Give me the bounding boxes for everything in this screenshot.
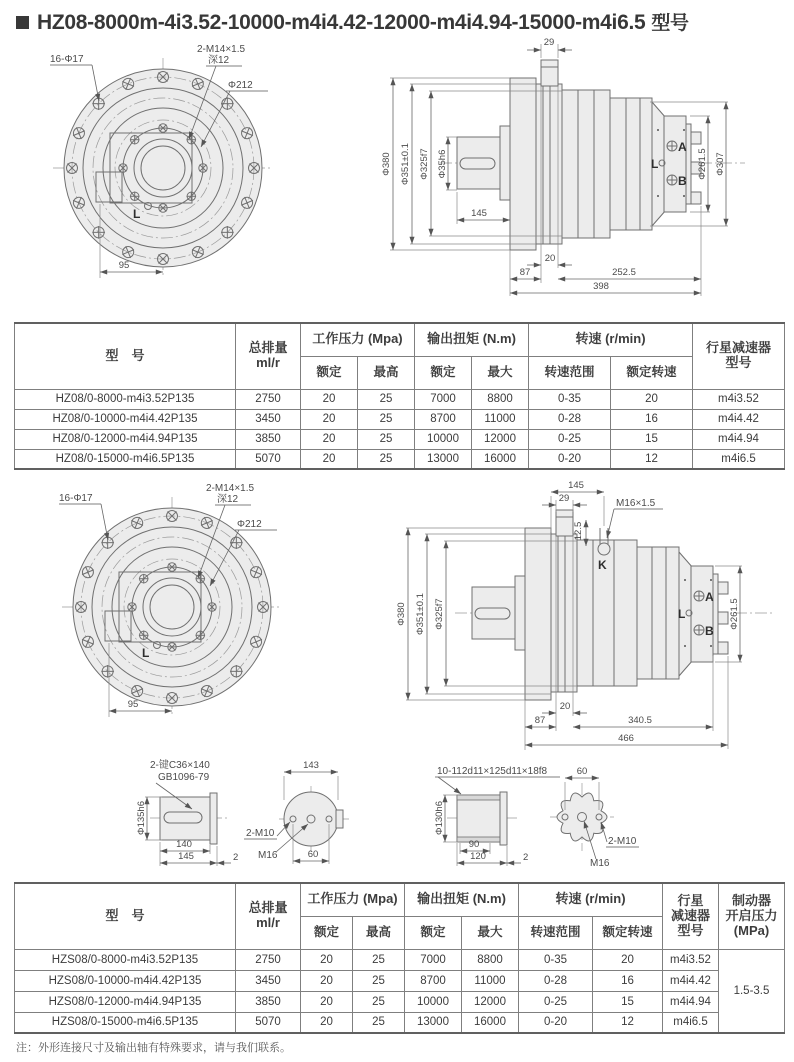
key-standard-label: GB1096-79 [158,772,210,783]
speed-rated-cell: 12 [593,1012,663,1033]
model-cell: HZS08/0-8000-m4i3.52P135 [15,949,236,970]
port-a-label: A [678,140,687,154]
model-cell: HZS08/0-12000-m4i4.94P135 [15,991,236,1012]
port-l-label: L [651,157,659,171]
pressure-max-cell: 25 [353,1012,405,1033]
speed-range-cell: 0-35 [519,949,593,970]
col-header-model: 型 号 [15,323,236,389]
dim-dia325: Φ325f7 [419,148,430,180]
pressure-max-cell: 25 [353,991,405,1012]
dim-466: 466 [618,733,634,744]
torque-rated-cell: 13000 [405,1012,462,1033]
table-row [15,409,785,429]
brake-pressure-cell: 1.5-3.5 [719,949,785,1033]
dim-dia130: Φ130h6 [434,801,445,835]
pressure-max-cell: 25 [358,449,415,469]
subheader-torque-rated: 额定 [415,356,472,389]
speed-rated-cell: 20 [593,949,663,970]
torque-max-cell: 11000 [462,970,519,991]
table-row [15,429,785,449]
dim-29: 29 [543,37,555,48]
thread-label: 2-M14×1.5 [206,483,255,494]
dim-dia307: Φ307 [715,152,726,176]
side-view-2 [396,480,772,750]
displacement-cell: 2750 [236,389,301,409]
speed-range-cell: 0-28 [519,970,593,991]
dim-29: 29 [558,493,570,504]
splined-shaft-end-view [550,766,639,869]
thread-depth-label: 深12 [217,494,239,505]
dim-340: 340.5 [628,715,652,726]
torque-max-cell: 12000 [472,429,529,449]
front-view-1 [50,44,273,278]
table-row [15,1012,785,1033]
col-header-torque: 输出扭矩 (N.m) [415,323,529,356]
key-spec-label: 2-键C36×140 [150,760,210,771]
subheader-torque-max: 最大 [462,916,519,949]
diameter-label: Φ212 [228,80,253,91]
dim-dia380: Φ380 [381,152,392,176]
speed-range-cell: 0-35 [529,389,611,409]
torque-max-cell: 11000 [472,409,529,429]
pressure-rated-cell: 20 [301,449,358,469]
pressure-rated-cell: 20 [301,409,358,429]
torque-rated-cell: 10000 [415,429,472,449]
subheader-pressure-max: 最高 [353,916,405,949]
col-header-displacement: 总排量 ml/r [236,883,301,949]
speed-range-cell: 0-20 [529,449,611,469]
dim-120: 120 [470,851,486,862]
title-suffix: 型号 [651,13,689,34]
m10-label: 2-M10 [246,828,275,839]
col-header-brake: 制动器 开启压力 (MPa) [719,883,785,949]
speed-rated-cell: 16 [611,409,693,429]
reducer-cell: m4i3.52 [663,949,719,970]
front-view-2 [59,483,282,717]
m10-label: 2-M10 [608,836,637,847]
bolt-pattern-label: 16-Φ17 [50,54,84,65]
col-header-reducer: 行星 减速器 型号 [663,883,719,949]
speed-range-cell: 0-25 [529,429,611,449]
pressure-rated-cell: 20 [301,429,358,449]
m16-label: M16 [590,858,610,869]
displacement-cell: 3450 [236,970,301,991]
model-series-title: HZ08-8000m-4i3.52-10000-m4i4.42-12000-m4i4.94-15000-m4i6.5 [37,11,646,34]
model-cell: HZS08/0-15000-m4i6.5P135 [15,1012,236,1033]
displacement-cell: 3450 [236,409,301,429]
pressure-rated-cell: 20 [301,970,353,991]
col-header-pressure: 工作压力 (Mpa) [301,883,405,916]
dim-143: 143 [303,760,319,771]
torque-rated-cell: 7000 [415,389,472,409]
torque-max-cell: 8800 [462,949,519,970]
model-cell: HZ08/0-10000-m4i4.42P135 [15,409,236,429]
m16-label: M16 [258,850,278,861]
port-k-label: K [598,558,607,572]
dim-87: 87 [519,267,531,278]
pressure-max-cell: 25 [358,429,415,449]
speed-range-cell: 0-28 [529,409,611,429]
torque-rated-cell: 13000 [415,449,472,469]
splined-shaft-drawing [434,766,560,866]
pressure-rated-cell: 20 [301,949,353,970]
dim-398: 398 [593,281,609,292]
dim-60: 60 [576,766,588,777]
dim-145: 145 [471,208,487,219]
torque-rated-cell: 10000 [405,991,462,1012]
model-cell: HZS08/0-10000-m4i4.42P135 [15,970,236,991]
k-thread-label: M16×1.5 [616,498,656,509]
port-a-label: A [705,590,714,604]
pressure-max-cell: 25 [353,949,405,970]
col-header-torque: 输出扭矩 (N.m) [405,883,519,916]
pressure-max-cell: 25 [353,970,405,991]
pressure-rated-cell: 20 [301,991,353,1012]
col-header-reducer: 行星减速器 型号 [693,323,785,389]
table-row [15,449,785,469]
table-row [15,970,785,991]
pressure-rated-cell: 20 [301,1012,353,1033]
port-l-label: L [133,207,141,221]
dim-95: 95 [118,260,130,271]
displacement-cell: 5070 [236,1012,301,1033]
reducer-cell: m4i4.42 [693,409,785,429]
table-row [15,389,785,409]
model-cell: HZ08/0-12000-m4i4.94P135 [15,429,236,449]
dim-252: 252.5 [612,267,636,278]
col-header-speed: 转速 (r/min) [519,883,663,916]
dim-dia35: Φ35h6 [437,149,448,179]
table-row [15,949,785,970]
dim-2: 2 [523,852,529,863]
speed-rated-cell: 15 [593,991,663,1012]
torque-max-cell: 16000 [472,449,529,469]
col-header-model: 型 号 [15,883,236,949]
thread-depth-label: 深12 [208,55,230,66]
col-header-speed: 转速 (r/min) [529,323,693,356]
dim-125: 12.5 [573,521,584,541]
dim-87: 87 [534,715,546,726]
model-cell: HZ08/0-15000-m4i6.5P135 [15,449,236,469]
spec-table-hzs08 [14,882,785,1034]
port-b-label: B [678,174,687,188]
speed-range-cell: 0-20 [519,1012,593,1033]
reducer-cell: m4i6.5 [663,1012,719,1033]
displacement-cell: 5070 [236,449,301,469]
pressure-rated-cell: 20 [301,389,358,409]
keyed-shaft-drawing [136,758,238,866]
torque-max-cell: 12000 [462,991,519,1012]
reducer-cell: m4i4.94 [663,991,719,1012]
dim-95: 95 [127,699,139,710]
dim-dia261: Φ261.5 [729,598,740,630]
subheader-pressure-rated: 额定 [301,356,358,389]
displacement-cell: 2750 [236,949,301,970]
speed-rated-cell: 12 [611,449,693,469]
dim-dia135: Φ135h6 [136,801,147,835]
spec-table-hz08 [14,322,785,470]
port-l-label: L [678,607,686,621]
subheader-pressure-max: 最高 [358,356,415,389]
reducer-cell: m4i3.52 [693,389,785,409]
displacement-cell: 3850 [236,991,301,1012]
bolt-pattern-label: 16-Φ17 [59,493,93,504]
col-header-displacement: 总排量 ml/r [236,323,301,389]
dim-dia325: Φ325f7 [434,598,445,630]
torque-rated-cell: 7000 [405,949,462,970]
subheader-torque-max: 最大 [472,356,529,389]
dim-20: 20 [559,701,571,712]
subheader-pressure-rated: 额定 [301,916,353,949]
footnote: 注：外形连接尺寸及输出轴有特殊要求，请与我们联系。 [16,1042,291,1054]
torque-rated-cell: 8700 [415,409,472,429]
dim-dia380: Φ380 [396,602,407,626]
pressure-max-cell: 25 [358,389,415,409]
keyed-shaft-end-view [244,760,349,864]
subheader-torque-rated: 额定 [405,916,462,949]
dim-90: 90 [468,839,480,850]
speed-rated-cell: 20 [611,389,693,409]
torque-max-cell: 8800 [472,389,529,409]
dim-60: 60 [307,849,319,860]
thread-label: 2-M14×1.5 [197,44,246,55]
subheader-speed-range: 转速范围 [519,916,593,949]
diameter-label: Φ212 [237,519,262,530]
subheader-speed-rated: 额定转速 [611,356,693,389]
dim-dia261: Φ261.5 [697,148,708,180]
dim-145: 145 [178,851,194,862]
dim-2: 2 [233,852,239,863]
speed-rated-cell: 15 [611,429,693,449]
spline-spec-label: 10-112d11×125d11×18f8 [437,766,548,777]
pressure-max-cell: 25 [358,409,415,429]
reducer-cell: m4i6.5 [693,449,785,469]
dim-20: 20 [544,253,556,264]
port-b-label: B [705,624,714,638]
reducer-cell: m4i4.94 [693,429,785,449]
table-row [15,991,785,1012]
dim-dia351: Φ351±0.1 [400,143,411,185]
dim-140: 140 [176,839,192,850]
dim-145: 145 [568,480,584,491]
reducer-cell: m4i4.42 [663,970,719,991]
speed-rated-cell: 16 [593,970,663,991]
speed-range-cell: 0-25 [519,991,593,1012]
dim-dia351: Φ351±0.1 [415,593,426,635]
subheader-speed-rated: 额定转速 [593,916,663,949]
side-view-1 [381,37,745,296]
subheader-speed-range: 转速范围 [529,356,611,389]
port-l-label: L [142,646,150,660]
col-header-pressure: 工作压力 (Mpa) [301,323,415,356]
torque-max-cell: 16000 [462,1012,519,1033]
torque-rated-cell: 8700 [405,970,462,991]
displacement-cell: 3850 [236,429,301,449]
model-cell: HZ08/0-8000-m4i3.52P135 [15,389,236,409]
